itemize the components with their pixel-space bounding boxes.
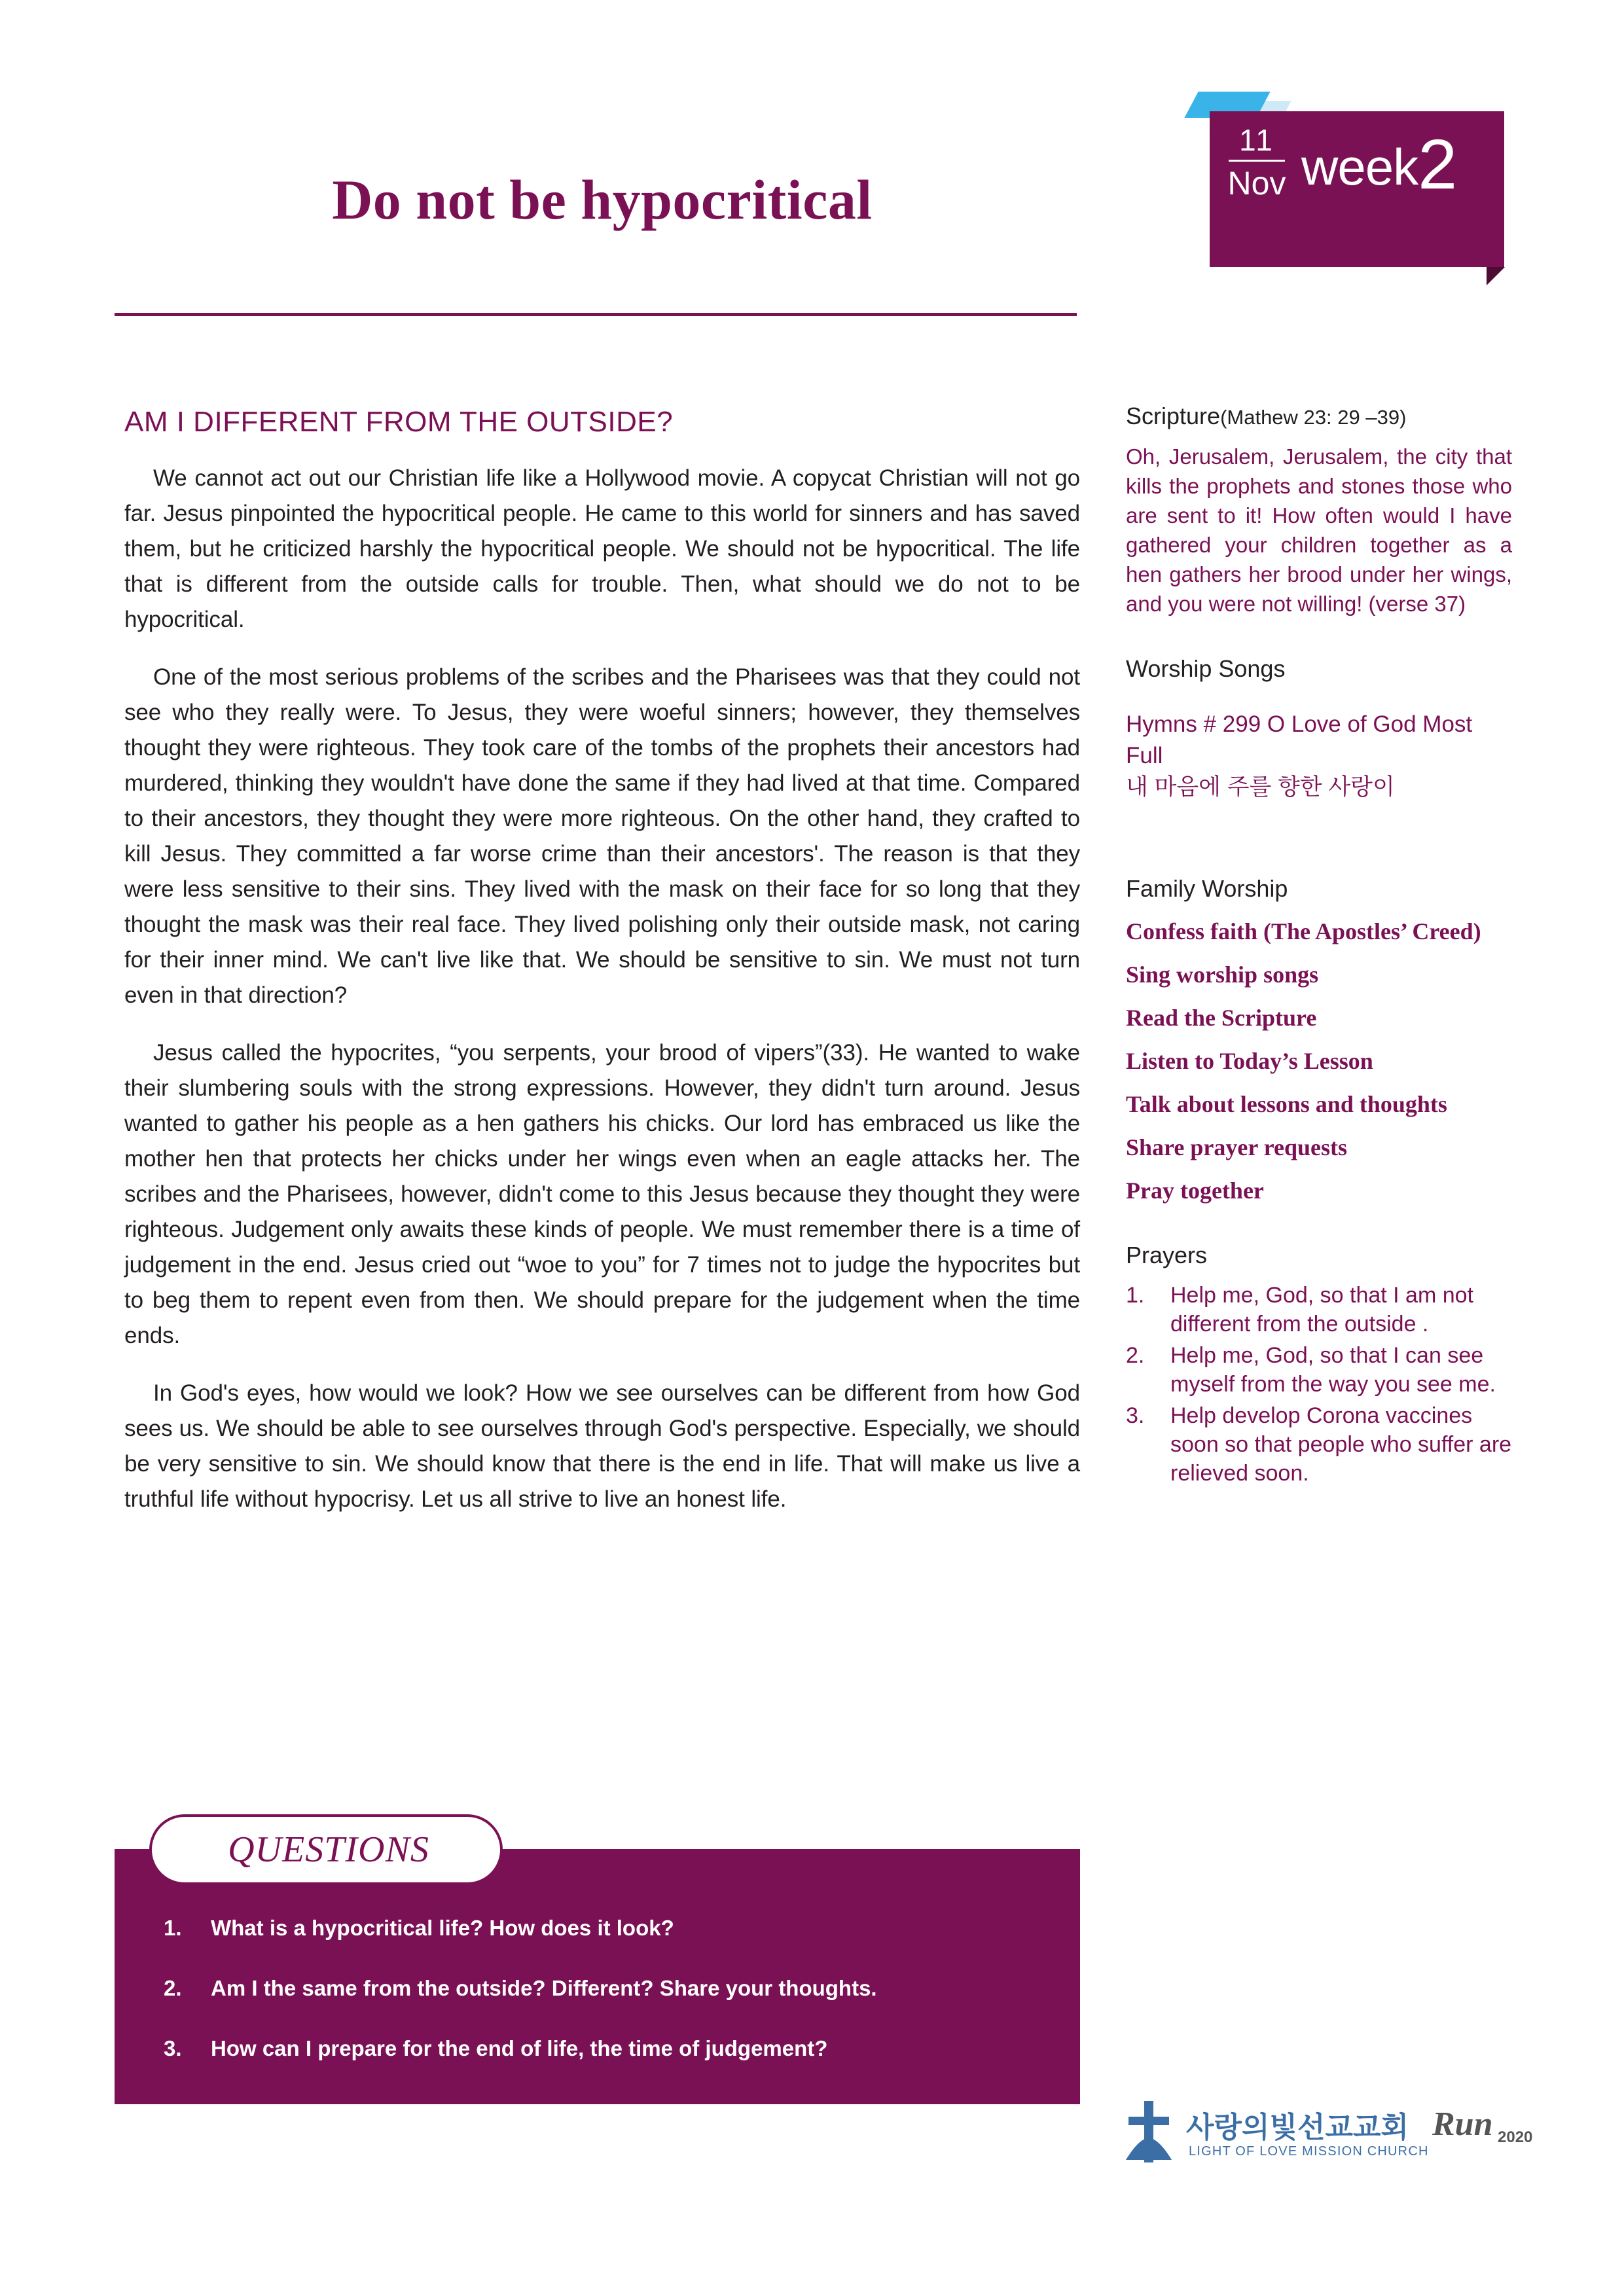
body-paragraph: Jesus called the hypocrites, “you serpents, your brood of vipers”(33). He wanted to wake their slumbering souls with the strong expressions. However, they didn't turn around. Jesus wanted to gather his people as a hen gathers his chicks. Our lord has embraced us like the mother hen that protects her chicks under her wings even when an eagle attacks her. The scribes and the Pharisees, however, didn't come to this Jesus because they thought they were righteous. Judgement only awaits these kinds of people. We must remember there is a time of judgement in the end. Jesus cried out “woe to you” for 7 times not to judge the hypocrites but to beg them to repent even from then. We should prepare for the judgement when the time ends. <box>124 1040 1080 1348</box>
prayers-heading: Prayers <box>1126 1242 1208 1268</box>
worship-song-item: Hymns # 299 O Love of God Most Full <box>1126 711 1473 768</box>
question-number: 1. <box>164 1916 182 1940</box>
badge-day: 11 <box>1239 123 1274 157</box>
badge-week <box>1301 123 1456 205</box>
cross-icon <box>1119 2100 1178 2165</box>
family-worship-item: Listen to Today’s Lesson <box>1126 1048 1373 1074</box>
run-logo: Run <box>1432 2106 1493 2143</box>
family-worship-item: Talk about lessons and thoughts <box>1126 1091 1447 1117</box>
title-divider <box>115 313 1077 316</box>
scripture-heading <box>1126 403 1512 430</box>
family-worship-item: Sing worship songs <box>1126 961 1319 988</box>
family-worship-heading: Family Worship <box>1126 875 1288 902</box>
body-paragraph: In God's eyes, how would we look? How we see ourselves can be different from how God sees us. We should be able to see ourselves through God's perspective. Especially, we should be very sensitive to sin. We should know that there is the end in life. That will make us live a truthful life without hypocrisy. Let us all strive to live an honest life. <box>124 1380 1080 1512</box>
family-worship-item: Share prayer requests <box>1126 1134 1347 1160</box>
prayer-item <box>1126 1281 1512 1338</box>
prayer-item <box>1126 1401 1512 1488</box>
badge-week-number: 2 <box>1418 124 1457 204</box>
question-text: How can I prepare for the end of life, the time of judgement? <box>211 2036 828 2060</box>
family-worship-item: Read the Scripture <box>1126 1005 1317 1031</box>
worship-songs-heading: Worship Songs <box>1126 655 1286 682</box>
scripture-heading-label: Scripture <box>1126 403 1221 429</box>
scripture-reference: (Mathew 23: 29 –39) <box>1220 406 1407 429</box>
questions-tab-label: QUESTIONS <box>228 1829 429 1870</box>
page-header <box>0 0 1624 327</box>
church-name-korean: 사랑의빛선교교회 <box>1186 2111 1409 2144</box>
worship-song-item: 내 마음에 주를 향한 사랑이 <box>1126 774 1395 800</box>
prayer-number: 2. <box>1126 1343 1145 1368</box>
family-worship-item: Pray together <box>1126 1177 1264 1204</box>
badge-week-label: week <box>1301 138 1418 196</box>
family-worship-item: Confess faith (The Apostles’ Creed) <box>1126 918 1481 944</box>
question-text: What is a hypocritical life? How does it look? <box>211 1916 674 1940</box>
worship-songs-list <box>1126 709 1512 803</box>
page-title: Do not be hypocritical <box>332 168 873 231</box>
questions-tab <box>149 1814 503 1885</box>
badge-date-divider <box>1229 160 1285 162</box>
section-heading: AM I DIFFERENT FROM THE OUTSIDE? <box>124 406 674 438</box>
badge-month: Nov <box>1227 165 1286 202</box>
prayer-item <box>1126 1341 1512 1399</box>
main-content <box>124 406 1080 1539</box>
body-paragraph: One of the most serious problems of the scribes and the Pharisees was that they could not see who they really were. To Jesus, they were woeful sinners; however, they themselves thought they were righteous. They took care of the tombs of the prophets their ancestors had murdered, thinking they wouldn't have done the same if they had lived at that time. Compared to their ancestors, they thought they were more righteous. On the other hand, they crafted to kill Jesus. They committed a far worse crime than their ancestors'. The reason is that they were less sensitive to their sins. They lived with the mask on their face for so long that they thought the mask was their real face. They lived polishing only their outside mask, not caring for their inner mind. We can't live like that. We should be sensitive to sin. We must not turn even in that direction? <box>124 664 1080 1008</box>
run-logo-year: 2020 <box>1498 2128 1533 2146</box>
question-text: Am I the same from the outside? Different? Share your thoughts. <box>211 1976 877 2000</box>
question-number: 3. <box>164 2036 182 2060</box>
body-paragraph: We cannot act out our Christian life like a Hollywood movie. A copycat Christian will not go far. Jesus pinpointed the hypocritical people. He came to this world for sinners and has saved them, but he criticized harshly the hypocritical people. We should not be hypocritical. The life that is different from the outside calls for trouble. Then, what should we do not to be hypocritical. <box>124 465 1080 632</box>
prayer-text: Help me, God, so that I am not different from the outside . <box>1170 1283 1474 1336</box>
scripture-text: Oh, Jerusalem, Jerusalem, the city that kills the prophets and stones those who are sent to it! How often would I have gathered your children together as a hen gathers her brood under her wings, and you were not willing! (verse 37) <box>1126 444 1512 616</box>
prayer-text: Help develop Corona vaccines soon so that people who suffer are relieved soon. <box>1170 1403 1512 1486</box>
sidebar <box>1126 403 1512 1490</box>
prayer-number: 3. <box>1126 1403 1145 1428</box>
question-number: 2. <box>164 1976 182 2000</box>
badge-date <box>1218 123 1296 201</box>
week-badge <box>1191 92 1506 262</box>
prayer-text: Help me, God, so that I can see myself from the way you see me. <box>1170 1343 1496 1397</box>
prayer-number: 1. <box>1126 1283 1145 1308</box>
church-name-english: LIGHT OF LOVE MISSION CHURCH <box>1189 2144 1429 2159</box>
footer <box>1113 2094 1571 2186</box>
